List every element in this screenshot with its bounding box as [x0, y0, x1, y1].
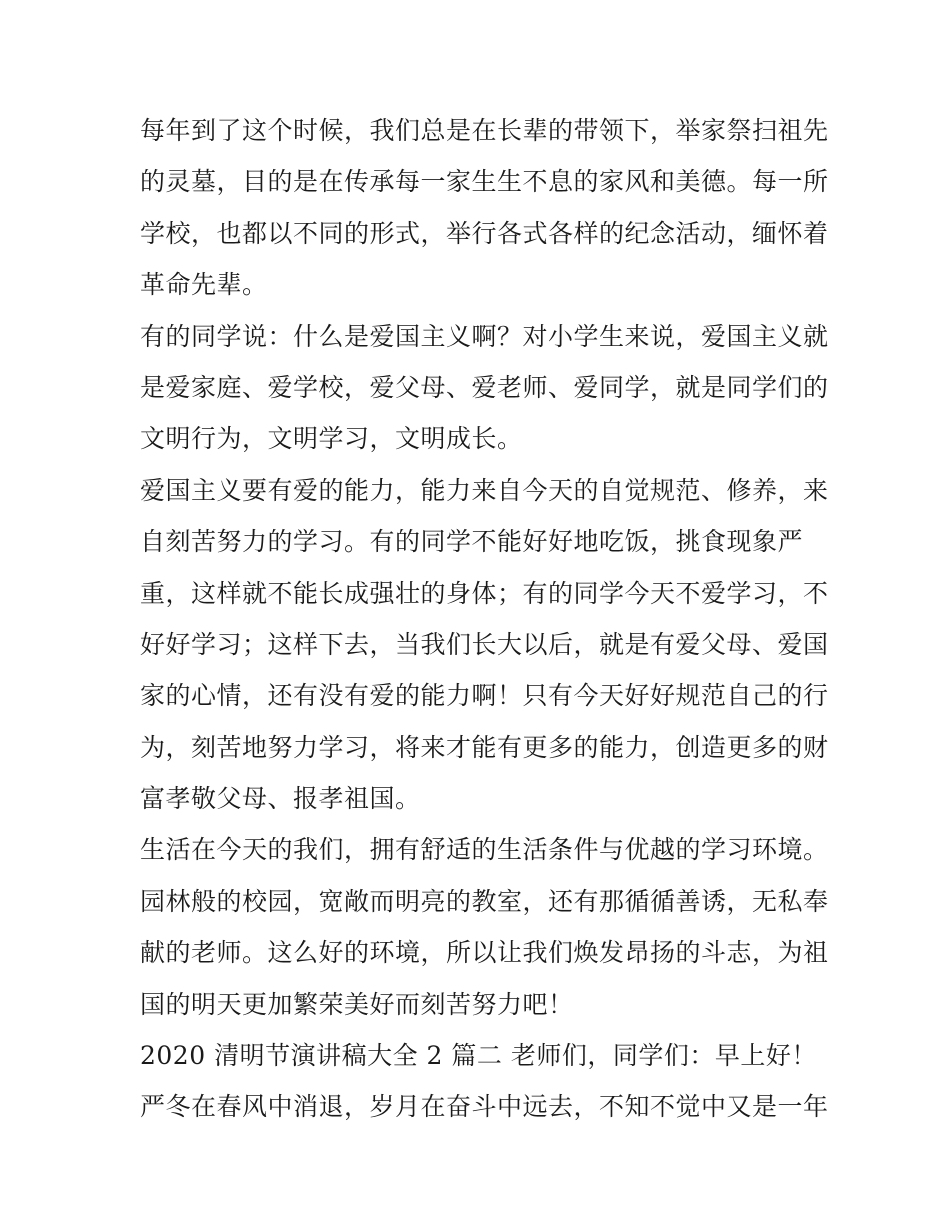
text-line: 自刻苦努力的学习。有的同学不能好好地吃饭，挑食现象严 — [140, 527, 804, 557]
text-line: 的灵墓，目的是在传承每一家生生不息的家风和美德。每一所 — [140, 167, 829, 197]
text-line: 爱国主义要有爱的能力，能力来自今天的自觉规范、修养，来 — [140, 475, 829, 505]
text-line: 献的老师。这么好的环境，所以让我们焕发昂扬的斗志，为祖 — [140, 938, 829, 968]
text-line: 每年到了这个时候，我们总是在长辈的带领下，举家祭扫祖先 — [140, 116, 829, 145]
text-line: 为，刻苦地努力学习，将来才能有更多的能力，创造更多的财 — [140, 732, 829, 762]
text-line: 园林般的校园，宽敞而明亮的教室，还有那循循善诱，无私奉 — [140, 886, 829, 916]
text-line: 有的同学说：什么是爱国主义啊？对小学生来说，爱国主义就 — [140, 321, 829, 351]
document-body — [140, 105, 829, 1133]
text-line: 生活在今天的我们，拥有舒适的生活条件与优越的学习环境。 — [140, 835, 829, 865]
text-line: 文明行为，文明学习，文明成长。 — [140, 424, 523, 454]
text-line: 革命先辈。 — [140, 270, 268, 300]
text-line: 重，这样就不能长成强壮的身体；有的同学今天不爱学习，不 — [140, 578, 829, 608]
text-line: 好好学习；这样下去，当我们长大以后，就是有爱父母、爱国 — [140, 629, 829, 659]
section-heading-line: 2020 清明节演讲稿大全 2 篇二 老师们，同学们：早上好！ — [140, 1041, 817, 1071]
text-line: 富孝敬父母、报孝祖国。 — [140, 784, 421, 814]
text-line: 是爱家庭、爱学校，爱父母、爱老师、爱同学，就是同学们的 — [140, 372, 829, 402]
text-line: 严冬在春风中消退，岁月在奋斗中远去，不知不觉中又是一年 — [140, 1092, 829, 1122]
text-line: 家的心情，还有没有爱的能力啊！只有今天好好规范自己的行 — [140, 681, 829, 711]
text-line: 国的明天更加繁荣美好而刻苦努力吧！ — [140, 989, 574, 1019]
text-line: 学校，也都以不同的形式，举行各式各样的纪念活动，缅怀着 — [140, 218, 829, 248]
